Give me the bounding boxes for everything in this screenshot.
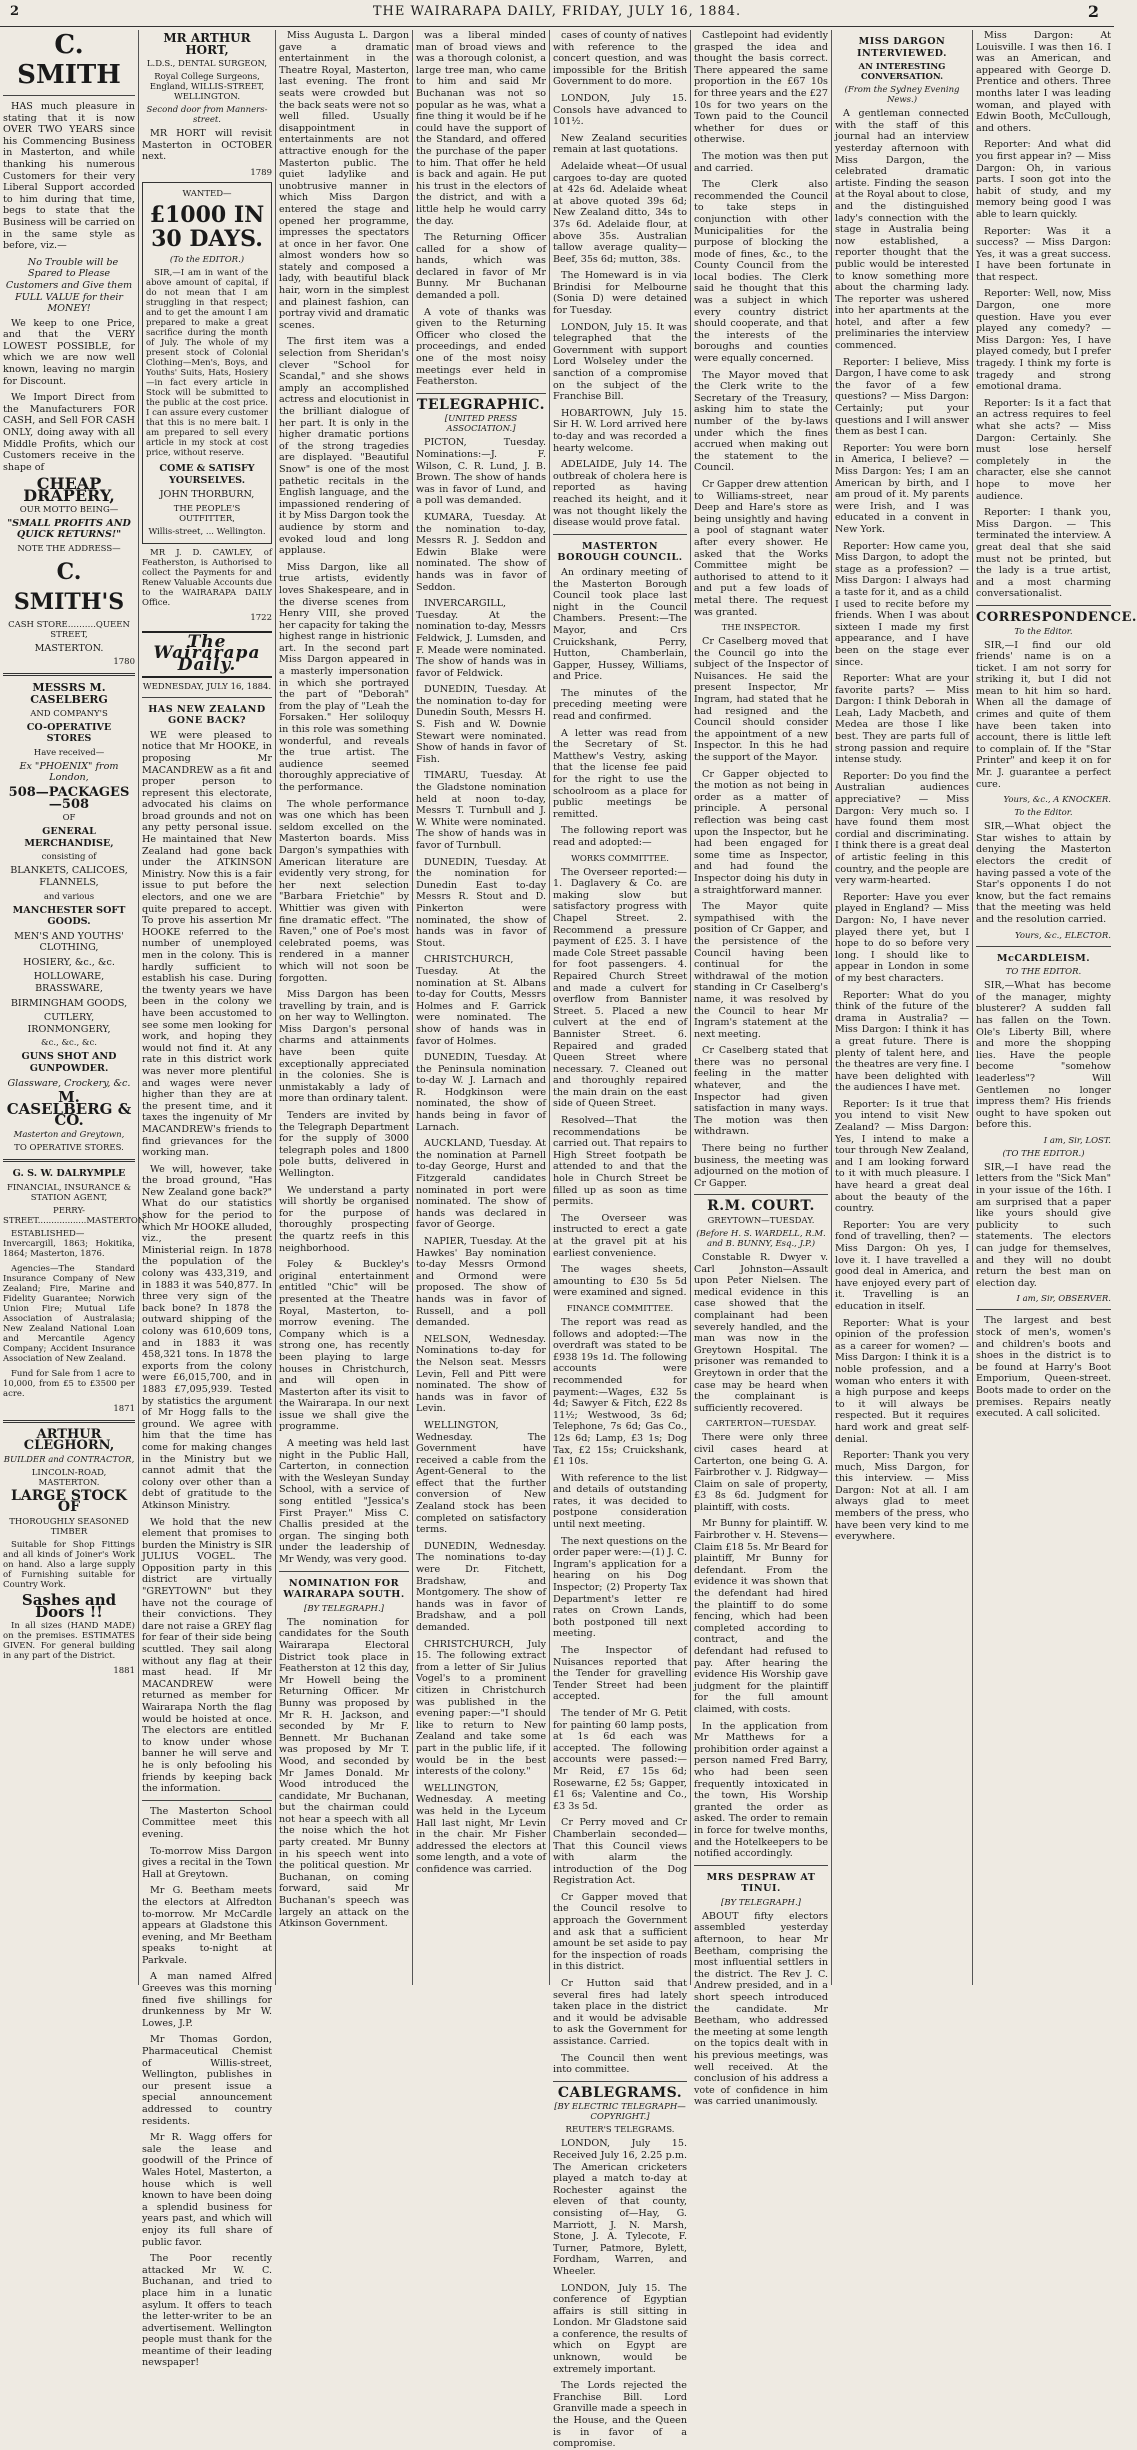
ad-hort-num: 1789 [250, 167, 272, 178]
nomination-cont-p1: was a liberal minded man of broad views and was a thorough colonist, a large tree man, who came to him and said Mr Buchanan was not so popular as he was, what a fine thing it would be if he could have the support of the Standard, and offered the purchase of the paper to him. That offer he held is back and again. He put his trust in the electors of the district, and with a little help he would carry the day. [416, 30, 546, 227]
ad-cleghorn-body: Suitable for Shop Fittings and all kinds of Joiner's Work on hand. Also a large supply of Furnishing suitable for Country Work. [3, 1539, 135, 1590]
ad-wanted-amount: £1000 IN 30 DAYS. [149, 201, 265, 252]
page-number: 2 [10, 4, 21, 19]
ad-caselberg-cutlery: CUTLERY, IRONMONGERY, [27, 1012, 111, 1035]
ad-cleghorn-timber: THOROUGHLY SEASONED TIMBER [9, 1516, 129, 1537]
cable-cont-p3: New Zealand securities remain at last quotations. [553, 132, 687, 156]
paper-title: The Wairarapa Daily. [142, 631, 272, 678]
column-5 [549, 30, 690, 2450]
cablegrams-sub: [BY ELECTRIC TELEGRAPH—COPYRIGHT.] [554, 2102, 686, 2123]
masthead [0, 0, 1114, 27]
interview-cont-p6: Reporter: I thank you, Miss Dargon. — This terminated the interview. A great deal that she said must not be printed, but the lady is a true artist, and a most charming conversationalist. [976, 507, 1111, 600]
ad-wanted-peoples: THE PEOPLE'S OUTFITTER, [173, 503, 241, 524]
cablegram-1: LONDON, July 15. Received July 16, 2.25 p.m. The American cricketers played a match to-day at Rochester against the eleven of that county, consisting of—Hay, G. Marriott, J. N. Marsh, Stone, J. A. Tylecote, F. Turner, Patmore, Bylett, Fordham, Warren, and Wheeler. [553, 2138, 687, 2277]
interview-p12: Reporter: Thank you very much, Miss Dargon, for this interview. — Miss Dargon: Not at all. I am always glad to meet members of the press, who have been very kind to me everywhere. [835, 1450, 969, 1543]
dargon-review-p4: The whole performance was one which has been seldom excelled on the Masterton boards. Miss Dargon's sympathies with American literature are evidently very strong, for her next selection "Barbara Frietchie" by Whittier was given with fine dramatic effect. "The Raven," one of Poe's most celebrated poems, was rendered in a manner which will not soon be forgotten. [279, 798, 409, 984]
ad-caselberg-packages: 508—PACKAGES—508 [8, 784, 130, 812]
cable-cont-p2: LONDON, July 15. Consols have advanced to 101½. [553, 92, 687, 128]
ad-caselberg-hosiery: HOSIERY, &c., &c. [23, 956, 115, 968]
borough-council-p14: Cr Perry moved and Cr Chamberlain seconded—That this Council views with alarm the introduction of the Dog Registration Act. [553, 1817, 687, 1887]
ad-caselberg-opening: TO OPERATIVE STORES. [14, 1143, 124, 1153]
interview-source: (From the Sydney Evening News.) [844, 85, 960, 106]
interview-p11: Reporter: What is your opinion of the profession as a career for women? — Miss Dargon: I think it is a noble profession, and a woman who enters it with a high purpose and keeps to it will always be respected. But it requires hard work and great self-denial. [835, 1317, 969, 1445]
cablegrams-heading: CABLEGRAMS. [557, 2084, 683, 2101]
news-foley: Foley & Buckley's original entertainment entitled "Chic" will be presented at the Theatre Royal, Masterton, to-morrow evening. The Company which is a strong one, has recently been playing to large houses in Christchurch, and will open in Masterton after its visit to the Wairarapa. In our next issue we shall give the programme. [279, 1259, 409, 1433]
interview-p5: Reporter: What are your favorite parts? — Miss Dargon: I think Deborah in Leah, Lady Macbeth, and Medea are those I like best. They are parts full of strong passion and require intense study. [835, 673, 969, 766]
ad-caselberg-hollowware: HOLLOWARE, BRASSWARE, [33, 971, 105, 995]
ad-smith-store: CASH STORE……….QUEEN STREET, [8, 619, 130, 640]
ad-wanted-thorburn: JOHN THORBURN, [159, 489, 255, 501]
borough-council-p15: Cr Gapper moved that the Council resolve to approach the Government and ask that a sufficient amount be set aside to pay for the inspection of roads in this district. [553, 1891, 687, 1973]
telegraphic-item-15: WELLINGTON, Wednesday. A meeting was held in the Lyceum Hall last night, Mr Levin in the chair. Mr Fisher addressed the electors at some length, and a vote of confidence was carried. [416, 1782, 546, 1875]
mccardleism2-body: SIR,—I have read the letters from the "Sick Man" in your issue of the 16th. I am surprised that a paper like yours should give publicity to such statements. The electors can judge for themselves, and they will no doubt return the best man on election day. [976, 1161, 1111, 1289]
dargon-review-p2: The first item was a selection from Sheridan's clever "School for Scandal," and she shows amply an accomplished actress and elocutionist in the brilliant dialogue of her part. It is only in the higher dramatic portions of the strong tragedies are displayed. "Beautiful Snow" is one of the most pathetic recitals in the English language, and the impassioned rendering of it by Miss Dargon took the audience by storm and evoked loud and long applause. [279, 336, 409, 557]
telegraphic-sub: [UNITED PRESS ASSOCIATION.] [444, 414, 518, 435]
ad-cawley-num: 1722 [250, 612, 272, 623]
ad-caselberg-consisting: consisting of [41, 852, 97, 863]
news-quartz: We understand a party will shortly be organised for the purpose of thoroughly prospecting the quartz reefs in this neighborhood. [279, 1184, 409, 1254]
borough-council-p4: The following report was read and adopted:— [553, 825, 687, 848]
rm-court-p3: Mr Bunny for plaintiff. W. Fairbrother v. H. Stevens—Claim £18 5s. Mr Beard for plaintiff, Mr Bunny for defendant. From the evidence it was shown that the defendant had hired the plaintiff to do some fencing, which had been completed according to contract, and the defendant had refused to pay. After hearing the evidence His Worship gave judgment for the plaintiff for the full amount claimed, with costs. [694, 1518, 828, 1715]
telegraphic-item-1: PICTON, Tuesday. Nominations:—J. F. Wilson, C. R. Lund, J. B. Brown. The show of hands was in favor of Lund, and a poll was demanded. [416, 437, 546, 507]
council-cont-p3: The Clerk also recommended the Council to take steps in conjunction with other Municipalities for the purpose of blocking the mode of fines, &c., to the County Council from the local bodies. The Clerk said he thought that this was a subject in which every country district should cooperate, and that the interests of the boroughs and counties were equally concerned. [694, 179, 828, 365]
telegraphic-item-10: NAPIER, Tuesday. At the Hawkes' Bay nomination to-day Messrs Ormond and Ormond were proposed. The show of hands was in favor of Russell, and a poll demanded. [416, 1236, 546, 1329]
telegraphic-item-14: CHRISTCHURCH, July 15. The following extract from a letter of Sir Julius Vogel's to a prominent citizen in Christchurch was published in the evening paper:—"I should like to return to New Zealand and take some part in the public life, if it would be in the best interests of the colony." [416, 1638, 546, 1778]
ad-caselberg-blankets: BLANKETS, CALICOES, FLANNELS, [10, 865, 128, 888]
ad-smith-num: 1780 [113, 657, 135, 668]
masthead-title: THE WAIRARAPA DAILY, FRIDAY, JULY 16, 1884. [372, 4, 742, 19]
dargon-review-p1: Miss Augusta L. Dargon gave a dramatic entertainment in the Theatre Royal, Masterton, last evening. The front seats were crowded but the back seats were not so well filled. Usually disappointment in entertainments are not attractive enough for the Masterton public. The quiet ladylike and unobtrusive manner in which Miss Dargon entered the stage and opened her programme, impresses the spectators at once in her favor. One almost wonders how so stately and composed a lady, with beautiful black hair, worn in the simplest and plainest fashion, can portray vivid and dramatic scenes. [279, 30, 409, 331]
inspector-heading: THE INSPECTOR. [721, 623, 801, 634]
ad-smith-p1: HAS much pleasure in stating that it is now OVER TWO YEARS since his Commencing Business in Masterton, and while thanking his numerous Customers for their very Liberal Support accorded to him during that time, begs to state that the Business will be carried on in the same style as before, viz.— [3, 101, 135, 252]
ad-cleghorn-num: 1881 [113, 1666, 135, 1677]
interview-p1: A gentleman connected with the staff of this journal had an interview yesterday afternoon with Miss Dargon, the celebrated dramatic artiste. Finding the season at the Royal about to close, and the distinguished lady's connection with the stage in Australia being now established, a reporter thought that the public would be interested to know something more about the charming lady. The reporter was ushered into her apartments at the hotel, and after a few preliminaries the interview commenced. [835, 108, 969, 352]
corr2-body: SIR,—What object the Star wishes to attain by denying the Masterton electors the credit of having passed a vote of the Star's opponents I do not know, but the fact remains that the meeting was held and the resolution carried. [976, 821, 1111, 925]
interview-cont-p3: Reporter: Was it a success? — Miss Dargon: Yes, it was a great success. I have been fortunate in that respect. [976, 225, 1111, 283]
borough-council-p5: The Overseer reported:—1. Daglavery & Co. are making slow but satisfactory progress with Chapel Street. 2. Recommend a pressure payment of £25. 3. I have made Cole Street passable for foot passengers. 4. Repaired Church Street and made a culvert for overflow from Bannister Street. 5. Placed a new culvert at the end of Bannister Street. 6. Repaired and graded Queen Street where necessary. 7. Cleaned out and thoroughly repaired the main drain on the east side of Queen Street. [553, 866, 687, 1110]
carterton-heading: CARTERTON—TUESDAY. [705, 1419, 817, 1430]
borough-council-heading: MASTERTON BOROUGH COUNCIL. [557, 540, 683, 564]
interview-p2: Reporter: I believe, Miss Dargon, I have come to ask the favor of a few questions? — Miss Dargon: Certainly; put your questions and I will answer them as best I can. [835, 356, 969, 438]
ad-dalrymple-funds: Fund for Sale from 1 acre to 10,000, from £5 to £3500 per acre. [3, 1368, 135, 1399]
ad-cleghorn-large: LARGE STOCK OF [11, 1487, 127, 1516]
interview-p7: Reporter: Have you ever played in England? — Miss Dargon: No, I have never played there yet, but I hope to do so before very long. I should like to appear in London in some of my best characters. [835, 891, 969, 984]
ad-smith-big: C. SMITH'S [13, 558, 125, 615]
interview-p10: Reporter: You are very fond of travelling, then? — Miss Dargon: Oh yes, I love it. I have travelled a good deal in America, and have enjoyed every part of it. Travelling is an education in itself. [835, 1219, 969, 1312]
ad-wanted-label: WANTED— [182, 188, 232, 199]
council-cont-p2: The motion was then put and carried. [694, 150, 828, 174]
tinui-telegraph: [BY TELEGRAPH.] [721, 1897, 801, 1908]
mccardleism-body: SIR,—What has become of the manager, mighty blusterer? A sudden fall has fallen on the Town. Ole's Liberty Bill, where and more the shopping lies. Have the people become "somehow leaderless"? Will Gentlemen no longer impress them? His friends ought to have spoken out before this. [976, 980, 1111, 1131]
ad-smith-p3: We keep to one Price, and that the VERY LOWEST POSSIBLE, for which we are now well known, leaving no margin for Discount. [3, 317, 135, 387]
telegraphic-item-3: INVERCARGILL, Tuesday. At the nomination to-day, Messrs Feldwick, J. Lumsden, and F. Meade were nominated. The show of hands was in favor of Feldwick. [416, 598, 546, 679]
news-p7: A man named Alfred Greeves was this morning fined five shillings for drunkenness by Mr W. Lowes, J.P. [142, 1971, 272, 2029]
boot-emporium-ad: The largest and best stock of men's, women's and children's boots and shoes in the district is to be found at Harry's Boot Emporium, Queen-street. Boots made to order on the premises. Repairs neatly executed. A call solicited. [976, 1315, 1111, 1420]
interview-p3: Reporter: You were born in America, I believe? — Miss Dargon: Yes; I am an American by birth, and I am proud of it. My parents were Irish, and I was educated in a convent in New York. [835, 442, 969, 535]
ad-dalrymple-num: 1871 [113, 1403, 135, 1414]
ad-caselberg-glass: Glassware, Crockery, &c. [7, 1077, 131, 1089]
borough-council-p8: The wages sheets, amounting to £30 5s 5d were examined and signed. [553, 1264, 687, 1299]
council-cont-p7: Cr Gapper objected to the motion as not being in order as a matter of principle. A personal reflection was being cast upon the Inspector, but he had been engaged for some time as Inspector, and had found the Inspector doing his duty in a straightforward manner. [694, 768, 828, 896]
ad-caselberg-mens: MEN'S AND YOUTHS' CLOTHING, [14, 930, 124, 954]
nomination-telegraph: [BY TELEGRAPH.] [304, 1603, 384, 1614]
ad-smith-heading: C. SMITH [17, 30, 121, 90]
borough-council-p2: The minutes of the preceding meeting were read and confirmed. [553, 687, 687, 723]
dargon-review-p5: Miss Dargon has been travelling by train, and is on her way to Wellington. Miss Dargon's personal charms and attainments have been quite exceptionally appreciated in the colonies. She is unmistakably a lady of more than ordinary talent. [279, 989, 409, 1105]
news-p4: The Masterton School Committee meet this evening. [142, 1805, 272, 1840]
cablegram-3: The Lords rejected the Franchise Bill. Lord Granville made a speech in the House, and the Queen is in favor of a compromise. [553, 2380, 687, 2450]
borough-council-p17: The Council then went into committee. [553, 2052, 687, 2076]
corr2-to: To the Editor. [1014, 808, 1073, 819]
nomination-cont-p2: The Returning Officer called for a show of hands, which was declared in favor of Mr Bunny. Mr Buchanan demanded a poll. [416, 232, 546, 302]
cable-cont-p7: HOBARTOWN, July 15. Sir H. W. Lord arrived here to-day and was recorded a hearty welcome. [553, 407, 687, 454]
interview-heading: MISS DARGON INTERVIEWED. [857, 36, 947, 59]
ad-caselberg-etc: &c., &c., &c. [41, 1038, 97, 1049]
interview-p4: Reporter: How came you, Miss Dargon, to adopt the stage as a profession? — Miss Dargon: I always had a taste for it, and as a child I used to recite before my friends. When I was about sixteen I made my first appearance, and I have been on the stage ever since. [835, 540, 969, 668]
editorial-p2: We will, however, take the broad ground, "Has New Zealand gone back?" What do our statistics show for the period to which Mr HOOKE alluded, viz., the present Ministerial reign. In 1878 the population of the colony was 433,319, and in 1883 it was 540,877. In three very sign of the back bone? In 1878 the outward shipping of the colony was 610,609 tons, and in 1883 it was 458,321 tons. In 1878 the exports from the colony were £6,015,700, and in 1883 £7,095,939. Tested by statistics the argument of Mr Hogg falls to the ground. We agree with him that the time has come for making changes in the Ministry but we cannot admit that the colony over other than a debt of gratitude to the Atkinson Ministry. [142, 1163, 272, 1511]
borough-council-p7: The Overseer was instructed to erect a gate at the gravel pit at his earliest convenience. [553, 1212, 687, 1259]
ad-hort-visit: MR HORT will revisit Masterton in OCTOBER next. [142, 128, 272, 163]
news-p5: To-morrow Miss Dargon gives a recital in the Town Hall at Greytown. [142, 1845, 272, 1880]
council-cont-p9: Cr Caselberg stated that there was no personal feeling in the matter whatever, and the Inspector had given satisfaction in many ways. The motion was then withdrawn. [694, 1045, 828, 1138]
mccardleism-heading: McCARDLEISM. [996, 952, 1091, 964]
cable-cont-p4: Adelaide wheat—Of usual cargoes to-day are quoted at 42s 6d. Adelaide wheat at above quoted 39s 6d; New Zealand ditto, 34s to 37s 6d. Adelaide flour, at above 35s. Australian tallow average quality—Beef, 35s 6d; mutton, 38s. [553, 160, 687, 265]
council-cont-p8: The Mayor quite sympathised with the position of Cr Gapper, and the persistence of the Council having been continual for the withdrawal of the motion standing in Cr Caselberg's name, it was resolved by the Council to hear Mr Ingram's statement at the next meeting. [694, 901, 828, 1040]
ad-cleghorn-street: LINCOLN-ROAD, MASTERTON. [31, 1467, 107, 1488]
cable-cont-p5: The Homeward is in via Brindisi for Melbourne (Sonia D) were detained for Tuesday. [553, 270, 687, 317]
ad-smith-p2: No Trouble will be Spared to Please Customers and Give them FULL VALUE for their MONEY! [5, 256, 133, 315]
rm-court-p2: There were only three civil cases heard at Carterton, one being G. A. Fairbrother v. J. Ridgway—Claim on sale of property, £3 8s 6d. Judgment for plaintiff, with costs. [694, 1432, 828, 1513]
works-committee-heading: WORKS COMMITTEE. [571, 853, 669, 864]
ad-caselberg-birmingham: BIRMINGHAM GOODS, [10, 997, 128, 1009]
borough-council-p9: The report was read as follows and adopted:—The overdraft was stated to be £938 19s 1d. The following accounts were recommended for payment:—Wages, £32 5s 4d; Sawyer & Fitch, £22 8s 11½; Westwood, 3s 6d; Telephone, 7s 6d; Gas Co., 12s 6d; Lamp, £3 1s; Dog Tax, £2 15s; Cruickshank, £1 10s. [553, 1316, 687, 1468]
ad-cleghorn-sashes: Sashes and Doors !! [21, 1590, 117, 1621]
borough-council-p13: The tender of Mr G. Petit for painting 60 lamp posts, at 1s 6d each was accepted. The following accounts were passed:—Mr Reid, £7 15s 6d; Rosewarne, £2 5s; Gapper, £1 6s; Valentine and Co., £3 3s 5d. [553, 1707, 687, 1812]
ad-caselberg-manchester: MANCHESTER SOFT GOODS. [12, 904, 126, 928]
ad-caselberg-heading: MESSRS M. CASELBERG [30, 681, 108, 706]
editorial-heading: HAS NEW ZEALAND GONE BACK? [148, 703, 266, 727]
nomination-body: The nomination for candidates for the South Wairarapa Electoral District took place in Featherston at 12 this day, Mr Howell being the Returning Officer. Mr Bunny was proposed by Mr R. H. Jackson, and seconded by Mr F. Bennett. Mr Buchanan was proposed by Mr T. Wood, and seconded by Mr James Donald. Mr Wood introduced the candidate, Mr Buchanan, but the chairman could not hear a speech with all the noise which the hot party created. Mr Bunny in his speech went into the political question. Mr Buchanan, on coming forward, said Mr Buchanan's speech was largely an attack on the Atkinson Government. [279, 1616, 409, 1930]
column-3 [275, 30, 412, 1985]
nomination-cont-p3: A vote of thanks was given to the Returning Officer who closed the proceedings, and ended one of the most noisy meetings ever held in Featherston. [416, 306, 546, 388]
ad-smith-p4: We Import Direct from the Manufacturers FOR CASH, and Sell FOR CASH ONLY, doing away with all Middle Profits, which our Customers receive in the shape of [3, 392, 135, 473]
telegraphic-item-4: DUNEDIN, Tuesday. At the nomination to-day for Dunedin South, Messrs H. S. Fish and W. Downie Stewart were nominated. Show of hands in favor of Fish. [416, 684, 546, 765]
council-cont-p10: There being no further business, the meeting was adjourned on the motion of Cr Gapper. [694, 1143, 828, 1189]
reuters-heading: REUTER'S TELEGRAMS. [565, 2125, 675, 2136]
ad-cleghorn-sub: BUILDER and CONTRACTOR, [3, 1454, 135, 1465]
borough-council-p1: An ordinary meeting of the Masterton Borough Council took place last night in the Council Chambers. Present:—The Mayor, and Crs Cruickshank, Perry, Hutton, Chamberlain, Gapper, Hussey, Williams, and Price. [553, 566, 687, 683]
council-cont-p5: Cr Gapper drew attention to Williams-street, near Deep and Hare's store as being unsightly and having a pool of stagnant water after every shower. He asked that the Works Committee might be authorised to attend to it and put a few loads of metal there. The request was granted. [694, 478, 828, 618]
telegraphic-item-12: WELLINGTON, Wednesday. The Government have received a cable from the Agent-General to the effect that the further conversion of New Zealand stock has been completed on satisfactory terms. [416, 1419, 546, 1536]
interview-subheading: AN INTERESTING CONVERSATION. [858, 62, 946, 83]
editorial-date: WEDNESDAY, JULY 16, 1884. [142, 681, 272, 692]
ad-wanted-editor: (To the EDITOR.) [169, 254, 245, 265]
ad-caselberg-co: AND COMPANY'S [30, 708, 108, 719]
borough-council-p11: The next questions on the order paper were:—(1) J. C. Ingram's application for a hearing on his Dog Inspector; (2) Property Tax Department's letter re rates on Crown Lands, both postponed till next meeting. [553, 1535, 687, 1640]
ad-wanted-body: SIR,—I am in want of the above amount of capital, if do not mean that I am struggling in that respect; and to get the amount I am prepared to make a great sacrifice during the month of July. The whole of my present stock of Colonial Clothing—Men's, Boys, and Youths' Suits, Hats, Hosiery—in fact every article in Stock will be submitted to the public at the cost price. I can assure every customer that this is no mere bait. I am prepared to sell every article in my stock at cost price, without reserve. [146, 267, 268, 458]
ad-caselberg-of: OF [62, 813, 76, 824]
interview-cont-p2: Reporter: And what did you first appear in? — Miss Dargon: Oh, in various parts. I soon got into the habit of study, and my memory being good I was able to learn quickly. [976, 139, 1111, 220]
ad-caselberg-various: and various [43, 891, 95, 902]
ad-wanted-willis: Willis-street, ... Wellington. [148, 526, 266, 537]
ad-smith-motto-label: OUR MOTTO BEING— [19, 504, 119, 515]
rm-court-p4: In the application from Mr Matthews for a prohibition order against a person named Fred Barry, who had been seen frequently intoxicated in the town, His Worship granted the order as asked. The order to remain in force for twelve months, and the Hotelkeepers to be notified accordingly. [694, 1720, 828, 1860]
nomination-heading: NOMINATION FOR WAIRARAPA SOUTH. [283, 1577, 405, 1601]
ad-hort-heading: MR ARTHUR HORT, [163, 31, 251, 57]
ad-wanted-come: COME & SATISFY YOURSELVES. [159, 462, 255, 486]
rm-court-p1: Constable R. Dwyer v. Carl Johnston—Assault upon Peter Nielsen. The medical evidence in this case showed that the complainant had been severely handled, and the man was now in the Greytown Hospital. The prisoner was remanded to Greytown in order that the case may be heard when the complainant is sufficiently recovered. [694, 1252, 828, 1414]
column-6 [690, 30, 831, 2108]
ad-dalrymple-street: PERRY-STREET..................MASTERTON. [3, 1205, 148, 1226]
telegraphic-item-11: NELSON, Wednesday. Nominations to-day for the Nelson seat. Messrs Levin, Fell and Pitt were nominated. The show of hands was in favor of Levin. [416, 1333, 546, 1415]
interview-cont-p4: Reporter: Well, now, Miss Dargon, one more question. Have you ever played any comedy? — Miss Dargon: Yes, I have played comedy, but I prefer tragedy. I think my forte is tragedy and strong emotional drama. [976, 288, 1111, 393]
telegraphic-item-13: DUNEDIN, Wednesday. The nominations to-day were Dr. Fitchett, Bradshaw, and Montgomery. The show of hands was in favor of Bradshaw, and a poll demanded. [416, 1540, 546, 1633]
mccardleism-to: TO THE EDITOR. [1005, 967, 1082, 978]
interview-p9: Reporter: Is it true that you intend to visit New Zealand? — Miss Dargon: Yes, I intend to make a tour through New Zealand, and I am looking forward to it with much pleasure. I have heard a great deal about the beauty of the country. [835, 1098, 969, 1215]
ad-dalrymple-sub: FINANCIAL, INSURANCE & STATION AGENT, [6, 1182, 132, 1203]
ad-caselberg-coop: CO-OPERATIVE STORES [26, 721, 112, 745]
interview-p8: Reporter: What do you think of the future of the drama in Australia? — Miss Dargon: I think it has a great future. There is plenty of talent here, and the theatres are very fine. I have been delighted with the audiences I have met. [835, 989, 969, 1094]
telegraphic-item-2: KUMARA, Tuesday. At the nomination to-day, Messrs R. J. Seddon and Edwin Blake were nominated. The show of hands was in favor of Seddon. [416, 511, 546, 593]
editorial-p1: WE were pleased to notice that Mr HOOKE, in proposing Mr MACANDREW as a fit and proper person to represent this electorate, advocated his claims on broad grounds and not on any petty personal issue. He maintained that New Zealand had gone back under the ATKINSON Ministry. Now this is a fair issue to put before the electors, and one we are quite prepared to accept. To prove his assertion Mr HOOKE referred to the number of unemployed men in the colony. This is hardly sufficient to establish his case. During the twenty years we have been in the colony we have been accustomed to see some men looking for work, and hoping they would not find it. At any rate in this district work was never more plentiful and wages were never higher than they are at the present time, and it taxes the ingenuity of Mr MACANDREW's friends to find grievances for the working man. [142, 729, 272, 1159]
finance-committee-heading: FINANCE COMMITTEE. [566, 1303, 674, 1314]
mccardleism2-to: (TO THE EDITOR.) [1002, 1148, 1085, 1159]
telegraphic-item-8: DUNEDIN, Tuesday. At the Peninsula nomination to-day W. J. Larnach and R. Hodgkinson were nominated, the show of hands being in favor of Larnach. [416, 1052, 546, 1133]
borough-council-p3: A letter was read from the Secretary of St. Matthew's Vestry, asking that the license fee paid for the right to use the schoolroom as a place for public meetings be remitted. [553, 727, 687, 820]
ad-cleghorn-foot: In all sizes (HAND MADE) on the premises. ESTIMATES GIVEN. For general building in any part of the District. [3, 1621, 135, 1662]
ad-caselberg-ship: Ex "PHOENIX" from London, [19, 760, 119, 784]
telegraphic-item-6: DUNEDIN, Tuesday. At the nomination for Dunedin East to-day Messrs R. Stout and D. Pinkerton were nominated, the show of hands was in favor of Stout. [416, 856, 546, 949]
ad-cleghorn-heading: ARTHUR CLEGHORN, [23, 1426, 115, 1454]
interview-cont-p1: Miss Dargon: At Louisville. I was then 16. I was an American, and appeared with George D. Prentice and others. Three months later I was leading woman, and played with Edwin Booth, McCullough, and others. [976, 30, 1111, 134]
interview-cont-p5: Reporter: Is it a fact that an actress requires to feel what she acts? — Miss Dargon: Certainly. She must lose herself completely in the character, else she cannot hope to move her audience. [976, 397, 1111, 502]
correspondence-heading: CORRESPONDENCE. [976, 609, 1137, 625]
ad-caselberg-general: GENERAL MERCHANDISE, [24, 826, 114, 849]
column-7 [831, 30, 972, 1985]
news-telegraph-poles: Tenders are invited by the Telegraph Department for the supply of 3000 telegraph poles and 1800 pole butts, delivered in Wellington. [279, 1110, 409, 1179]
corr1-to: To the Editor. [1014, 626, 1073, 637]
ad-hort-sub: L.D.S., DENTAL SURGEON, [146, 59, 268, 70]
ad-cawley: MR J. D. CAWLEY, of Featherston, is Authorised to collect the Payments for and Renew Valuable Accounts due to the WAIRARAPA DAILY Office. [142, 547, 272, 608]
ad-caselberg-co-big: M. CASELBERG & CO. [6, 1088, 132, 1130]
telegraphic-item-5: TIMARU, Tuesday. At the Gladstone nomination held at noon to-day, Messrs T. Turnbull and J. W. White were nominated. The show of hands was in favor of Turnbull. [416, 770, 546, 851]
ad-hort-addr: Royal College Surgeons, England, WILLIS-STREET, WELLINGTON. [149, 72, 265, 103]
mccardleism2-signature: I am, Sir, OBSERVER. [1016, 1294, 1111, 1305]
ad-smith-drapery: CHEAP DRAPERY, [23, 474, 115, 505]
dargon-review-p3: Miss Dargon, like all true artists, evidently loves Shakespeare, and in the diverse scenes from Henry VIII, she proved her capacity for taking the highest range in histrionic art. In the second part Miss Dargon appeared in a masterly impersonation in which she portrayed the part of "Deborah" from the play of "Leah the Forsaken." Her soliloquy in this role was something wonderful, and reveals the true artist. The audience seemed thoroughly appreciative of the performance. [279, 561, 409, 793]
rm-court-before: (Before H. S. WARDELL, R.M. and B. BUNNY, Esq., J.P.) [696, 1229, 826, 1249]
rm-court-greytown: GREYTOWN—TUESDAY. [707, 1216, 815, 1226]
corr2-signature: Yours, &c., ELECTOR. [1014, 930, 1111, 941]
column-4 [412, 30, 549, 1985]
ad-caselberg-places: Masterton and Greytown, [13, 1130, 125, 1140]
news-p10: The Poor recently attacked Mr W. C. Buchanan, and tried to place him in a lunatic asylum. It offers to teach the letter-writer to be an advertisement. Wellington people must thank for the meantime of their leading newspaper! [142, 2253, 272, 2369]
cable-cont-p1: cases of county of natives with reference to the concert question, and was impossible for the British Government to do more. [553, 30, 687, 88]
ad-smith-motto: "SMALL PROFITS AND QUICK RETURNS!" [7, 517, 131, 541]
tinui-heading: MRS DESPRAW AT TINUI. [706, 1871, 816, 1895]
column-1 [0, 30, 148, 1985]
interview-p6: Reporter: Do you find the Australian audiences appreciative? — Miss Dargon: Very much so. I have found them most cordial and discriminating. I think there is a great deal of artistic feeling in this country, and the people are very warm-hearted. [835, 770, 969, 887]
borough-council-p16: Cr Hutton said that several fires had lately taken place in the district and it would be advisable to ask the Government for assistance. Carried. [553, 1978, 687, 2047]
telegraphic-item-7: CHRISTCHURCH, Tuesday. At the nomination at St. Albans to-day for Coutts, Messrs Holmes and F. Garrick were nominated. The show of hands was in favor of Holmes. [416, 954, 546, 1047]
ad-smith-note: NOTE THE ADDRESS— [17, 543, 121, 554]
council-cont-p6: Cr Caselberg moved that the Council go into the subject of the Inspector of Nuisances. He said the present Inspector, Mr Ingram, had stated that he had resigned and the Council should consider the appointment of a new Inspector. In this he had the support of the Mayor. [694, 636, 828, 764]
news-carterton: A meeting was held last night in the Public Hall, Carterton, in connection with the Wesleyan Sunday School, with a service of song entitled "Jessica's First Prayer." Miss C. Challis presided at the organ. The singing both under the leadership of Mr Wendy, was very good. [279, 1438, 409, 1565]
council-cont-p1: Castlepoint had evidently grasped the idea and thought the basis correct. There appeared the same proportion in the £67 10s for three years and the £27 10s for two years on the Town paid to the Council whether for dues or otherwise. [694, 30, 828, 146]
cablegram-2: LONDON, July 15. The conference of Egyptian affairs is still sitting in London. Mr Gladstone said a conference, the results of which on Egypt are unknown, would be extremely important. [553, 2282, 687, 2375]
ad-smith-town: MASTERTON. [34, 642, 104, 654]
ad-caselberg-received: Have received— [33, 747, 105, 758]
column-2 [138, 30, 275, 2369]
editorial-p3: We hold that the new element that promises to burden the Ministry is SIR JULIUS VOGEL. The Opposition party in this district are virtually "GREYTOWN" but they have not the courage of their convictions. They dare not raise a GREY flag for fear of their side being scuttled. They sail along without any flag at their mast head. If Mr MACANDREW were returned as member for Wairarapa North the flag would be hoisted at once. The electors are entitled to know under whose banner he will serve and he is only befooling his friends by keeping back the information. [142, 1516, 272, 1795]
telegraphic-heading: TELEGRAPHIC. [416, 396, 546, 413]
rm-court-heading: R.M. COURT. [707, 1198, 815, 1215]
column-8 [972, 30, 1137, 1985]
ad-caselberg-guns: GUNS SHOT AND GUNPOWDER. [21, 1051, 117, 1075]
news-p6: Mr G. Beetham meets the electors at Alfredton to-morrow. Mr McCardle appears at Gladstone this evening, and Mr Beetham speaks to-night at Parkvale. [142, 1885, 272, 1966]
borough-council-p12: The Inspector of Nuisances reported that the Tender for gravelling Tender Street had been accepted. [553, 1645, 687, 1703]
cable-cont-p8: ADELAIDE, July 14. The outbreak of cholera here is reported as having reached its height, and it was not thought likely the disease would prove fatal. [553, 459, 687, 529]
tinui-body: ABOUT fifty electors assembled yesterday afternoon, to hear Mr Beetham, comprising the most influential settlers in the district. The Rev J. C. Andrew presided, and in a short speech introduced the candidate. Mr Beetham, who addressed the meeting at some length on the topics dealt with in his previous meetings, was well received. At the conclusion of his address a vote of confidence in him was carried unanimously. [694, 1910, 828, 2108]
corr1-signature: Yours, &c., A KNOCKER. [1003, 795, 1111, 806]
council-cont-p4: The Mayor moved that the Clerk write to the Secretary of the Treasury, asking him to state the number of the by-laws under which the fines accrued when making out the statement to the Council. [694, 369, 828, 474]
news-p8: Mr Thomas Gordon, Pharmaceutical Chemist of Willis-street, Wellington, publishes in our present issue a special announcement addressed to country residents. [142, 2034, 272, 2127]
borough-council-p6: Resolved—That the recommendations be carried out. That repairs to High Street footpath be attended to and that the hole in Church Street be filled up as soon as time permits. [553, 1115, 687, 1208]
ad-dalrymple-body: Agencies—The Standard Insurance Company of New Zealand; Fire, Marine and Fidelity Guarantee; Norwich Union Fire; Mutual Life Association of Australasia; New Zealand National Loan and Mercantile Agency Company; Accident Insurance Association of New Zealand. [3, 1263, 135, 1364]
news-p9: Mr R. Wagg offers for sale the lease and goodwill of the Prince of Wales Hotel, Masterton, a house which is well known to have been doing a splendid business for years past, and which will enjoy its full share of public favor. [142, 2132, 272, 2248]
ad-hort-second: Second door from Manners-street. [146, 105, 268, 126]
ad-dalrymple-heading: G. S. W. DALRYMPLE [12, 1168, 126, 1179]
page-number-right: 2 [1087, 2, 1100, 21]
corr1-body: SIR,—I find our old friends' name is on a ticket. I am not sorry for striking it, but I did not mean to hit him so hard. When all the damage of crimes and quite of them have been taken into account, there is little left to complain of. If the "Star Printer" and keep it on for Mr. J. guarantee a perfect cure. [976, 639, 1111, 790]
borough-council-p10: With reference to the list and details of outstanding rates, it was decided to postpone consideration until next meeting. [553, 1472, 687, 1531]
telegraphic-item-9: AUCKLAND, Tuesday. At the nomination at Parnell to-day George, Hurst and Fitzgerald candidates nominated in port were nominated. The show of hands was declared in favor of George. [416, 1138, 546, 1231]
mccardleism-signature: I am, Sir, LOST. [1043, 1135, 1111, 1146]
cable-cont-p6: LONDON, July 15. It was telegraphed that the Government with support Lord Wolseley under the sanction of a compromise on the subject of the Franchise Bill. [553, 321, 687, 403]
ad-dalrymple-est: ESTABLISHED—Invercargill, 1863; Hokitika, 1864; Masterton, 1876. [3, 1228, 135, 1259]
